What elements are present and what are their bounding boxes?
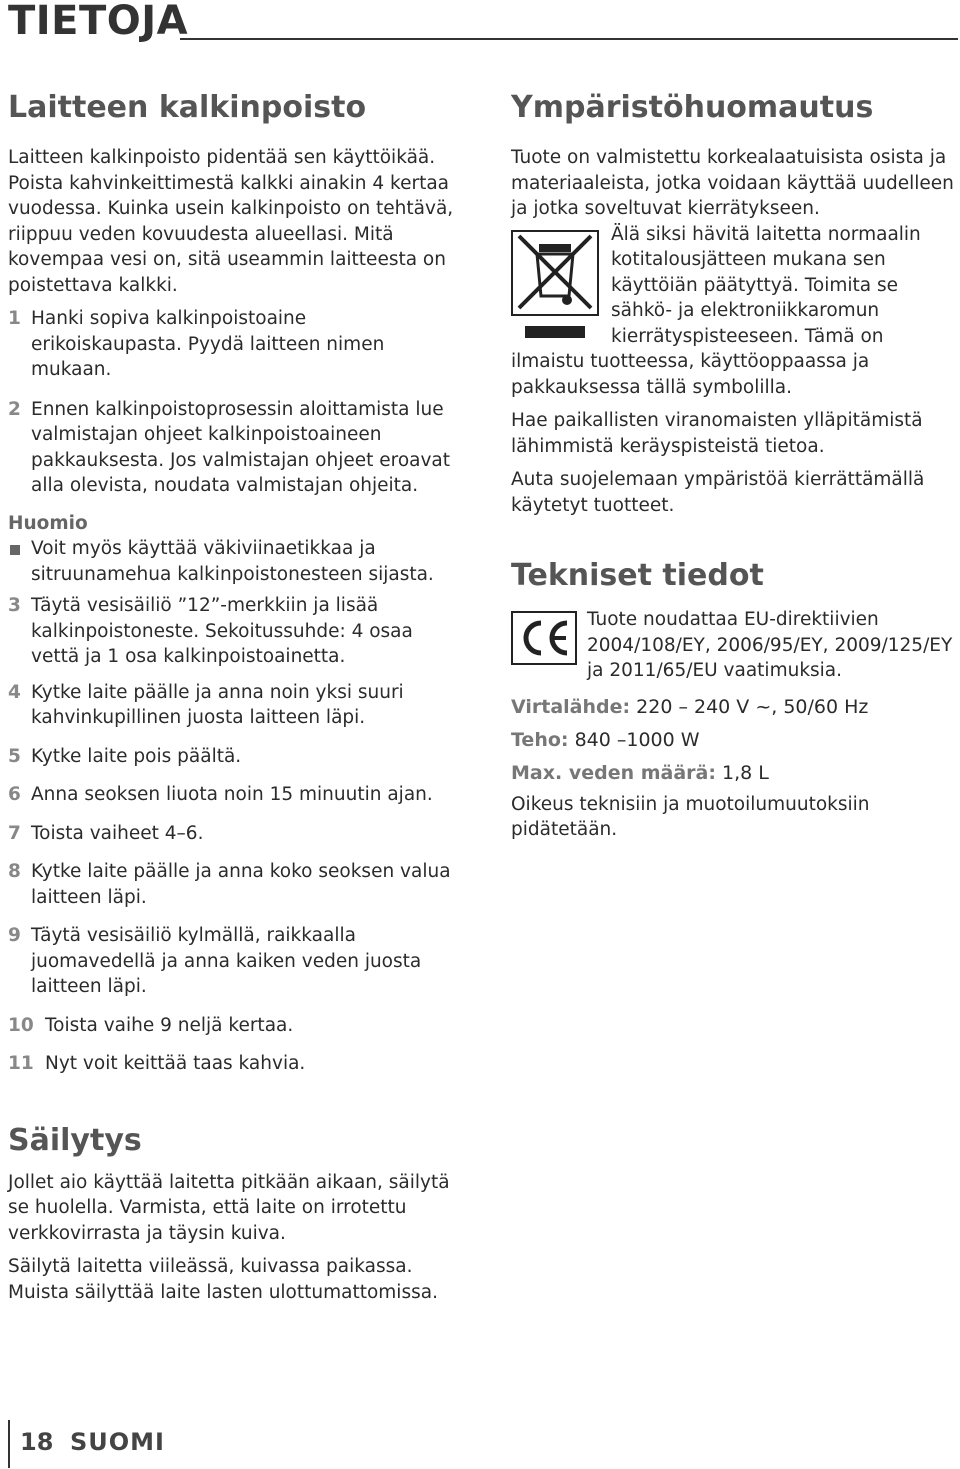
step-number: 3 bbox=[8, 595, 21, 616]
spec-water-label: Max. veden määrä: bbox=[511, 761, 716, 784]
step-text: Kytke laite päälle ja anna koko seoksen valua laitteen läpi. bbox=[31, 861, 451, 908]
spec-power-value: 220 – 240 V ~, 50/60 Hz bbox=[636, 695, 869, 718]
step-2 bbox=[8, 397, 458, 499]
page-title: TIETOJA bbox=[8, 0, 189, 44]
step-9 bbox=[8, 923, 458, 1000]
ce-text: Tuote noudattaa EU-direktiivien 2004/108/EY, 2006/95/EY, 2009/125/EY ja 2011/65/EU vaatimuksia. bbox=[587, 609, 953, 681]
spec-power-label: Virtalähde: bbox=[511, 695, 631, 718]
environment-paragraph-1: Tuote on valmistettu korkealaatuisista osista ja materiaaleista, jotka voidaan käyttää uudelleen ja jotka soveltuvat kierrätykseen. bbox=[511, 147, 954, 219]
note-text: Voit myös käyttää väkiviinaetikkaa ja sitruunamehua kalkinpoistonesteen sijasta. bbox=[31, 538, 434, 585]
environment-paragraph-4: Auta suojelemaan ympäristöä kierrättämällä käytetyt tuotteet. bbox=[511, 469, 925, 516]
step-text: Täytä vesisäiliö kylmällä, raikkaalla juomavedellä ja anna kaiken veden juosta laitteen läpi. bbox=[31, 925, 422, 997]
step-3 bbox=[8, 593, 458, 670]
step-number: 1 bbox=[8, 308, 21, 329]
step-1 bbox=[8, 306, 458, 383]
footer-bar bbox=[8, 1420, 10, 1468]
step-number: 11 bbox=[8, 1053, 34, 1074]
environment-paragraph-3: Hae paikallisten viranomaisten ylläpitämistä lähimmistä keräyspisteistä tietoa. bbox=[511, 410, 923, 457]
note-item bbox=[8, 536, 458, 587]
left-column bbox=[8, 90, 458, 1305]
step-text: Kytke laite päälle ja anna noin yksi suuri kahvinkupillinen juosta laitteen läpi. bbox=[31, 681, 404, 728]
crossed-out-wheelie-bin-icon bbox=[511, 230, 599, 340]
step-number: 8 bbox=[8, 861, 21, 882]
spec-water-value: 1,8 L bbox=[722, 761, 769, 784]
specs-rights: Oikeus teknisiin ja muotoilumuutoksiin pidätetään. bbox=[511, 793, 870, 840]
spec-watt bbox=[511, 725, 960, 755]
page-number: 18 bbox=[20, 1428, 54, 1456]
step-7 bbox=[8, 821, 458, 847]
step-number: 6 bbox=[8, 784, 21, 805]
step-number: 7 bbox=[8, 822, 21, 844]
step-number: 2 bbox=[8, 398, 21, 420]
step-11 bbox=[8, 1051, 458, 1077]
step-text: Ennen kalkinpoistoprosessin aloittamista lue valmistajan ohjeet kalkinpoistoaineen pakkauksesta. Jos valmistajan ohjeet eroavat alla olevista, noudata valmistajan ohjeita. bbox=[31, 398, 451, 496]
environment-heading: Ympäristöhuomautus bbox=[511, 90, 874, 125]
step-text: Nyt voit keittää taas kahvia. bbox=[45, 1053, 306, 1074]
spec-water bbox=[511, 758, 960, 788]
bullet-square-icon bbox=[8, 536, 31, 587]
step-5 bbox=[8, 744, 458, 770]
step-8 bbox=[8, 859, 458, 910]
step-text: Toista vaiheet 4–6. bbox=[31, 822, 204, 844]
step-4 bbox=[8, 680, 458, 731]
environment-paragraph-2: Älä siksi hävitä laitetta normaalin kotitalousjätteen mukana sen käyttöiän päätyttyä. Toimita se sähkö- ja elektroniikkaromun kierrätyspisteeseen. Tämä on ilmaistu tuotteessa, käyttöoppaassa ja pakkauksessa tällä symbolilla. bbox=[511, 223, 921, 398]
ce-block bbox=[511, 607, 960, 684]
storage-paragraph-1: Jollet aio käyttää laitetta pitkään aikaan, säilytä se huolella. Varmista, että laite on irrotettu verkkovirrasta ja täysin kuiva. bbox=[8, 1171, 450, 1244]
step-number: 9 bbox=[8, 925, 21, 946]
page-header bbox=[8, 0, 958, 42]
step-number: 4 bbox=[8, 681, 21, 703]
step-text: Kytke laite pois päältä. bbox=[31, 745, 242, 767]
step-text: Anna seoksen liuota noin 15 minuutin ajan. bbox=[31, 784, 433, 805]
note-heading: Huomio bbox=[8, 512, 88, 534]
step-6 bbox=[8, 782, 458, 808]
ce-mark-icon bbox=[511, 611, 577, 665]
right-column bbox=[511, 90, 960, 843]
step-text: Toista vaihe 9 neljä kertaa. bbox=[45, 1014, 294, 1036]
footer-language: SUOMI bbox=[70, 1428, 165, 1456]
step-10 bbox=[8, 1013, 458, 1039]
specs-heading: Tekniset tiedot bbox=[511, 558, 764, 593]
header-rule bbox=[180, 38, 958, 40]
step-text: Täytä vesisäiliö ”12”-merkkiin ja lisää kalkinpoistoneste. Sekoitussuhde: 4 osaa vettä ja 1 osa kalkinpoistoainetta. bbox=[31, 595, 413, 667]
step-number: 5 bbox=[8, 745, 21, 767]
spec-power bbox=[511, 692, 960, 722]
storage-heading: Säilytys bbox=[8, 1122, 142, 1158]
weee-block bbox=[511, 222, 960, 401]
descaling-intro: Laitteen kalkinpoisto pidentää sen käyttöikää. Poista kahvinkeittimestä kalkki ainakin 4 kertaa vuodessa. Kuinka usein kalkinpoisto on tehtävä, riippuu veden kovuudesta alueellasi. Mitä kovempaa vesi on, sitä useammin laitteesta on poistettava kalkki. bbox=[8, 147, 454, 296]
descaling-heading: Laitteen kalkinpoisto bbox=[8, 90, 367, 125]
storage-paragraph-2: Säilytä laitetta viileässä, kuivassa paikassa. Muista säilyttää laite lasten ulottumattomissa. bbox=[8, 1256, 438, 1303]
spec-watt-value: 840 –1000 W bbox=[574, 728, 700, 751]
step-text: Hanki sopiva kalkinpoistoaine erikoiskaupasta. Pyydä laitteen nimen mukaan. bbox=[31, 308, 385, 380]
spec-watt-label: Teho: bbox=[511, 728, 569, 751]
step-number: 10 bbox=[8, 1014, 34, 1036]
